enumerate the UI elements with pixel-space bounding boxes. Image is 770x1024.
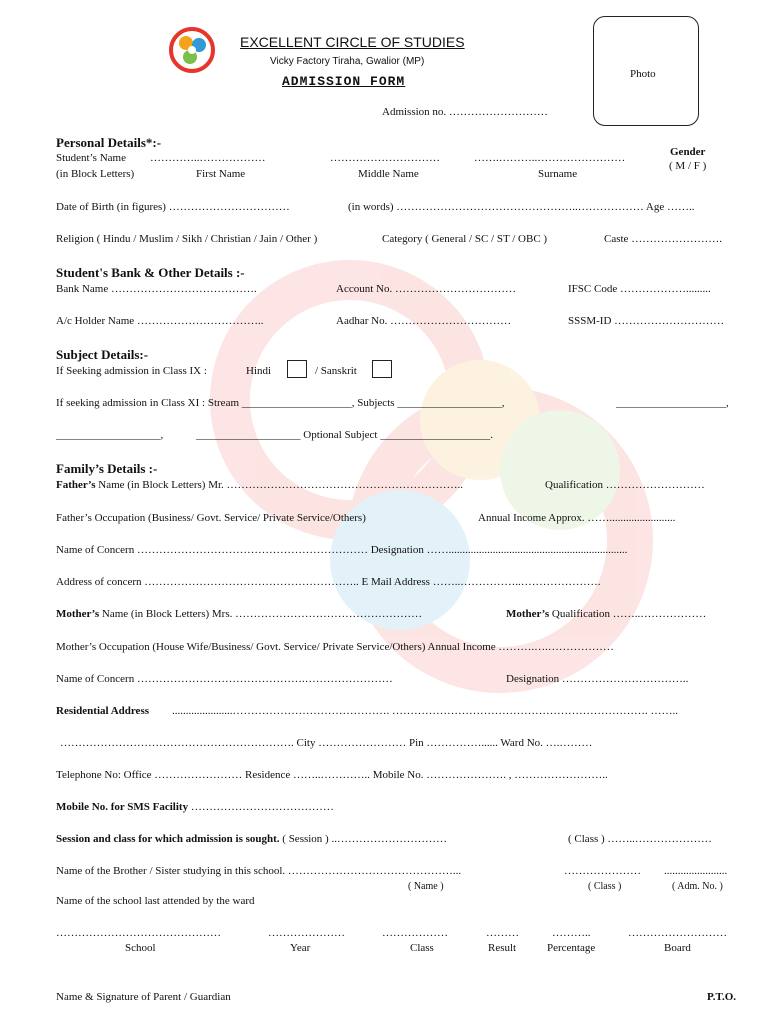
year-blank[interactable]: ………………… bbox=[268, 927, 345, 939]
sms-label: Mobile No. for SMS Facility bbox=[56, 801, 189, 813]
annual-income-field[interactable]: Annual Income Approx. ……........................ bbox=[478, 512, 676, 524]
signature-label: Name & Signature of Parent / Guardian bbox=[56, 991, 231, 1003]
residential-address-label: Residential Address bbox=[56, 705, 150, 717]
sanskrit-label: / Sanskrit bbox=[315, 365, 357, 377]
middle-name-caption: Middle Name bbox=[358, 168, 419, 180]
personal-details-heading: Personal Details*:- bbox=[56, 135, 162, 150]
block-letters-note: (in Block Letters) bbox=[56, 168, 135, 180]
sanskrit-checkbox[interactable] bbox=[372, 360, 392, 378]
father-name-field[interactable] bbox=[56, 479, 463, 491]
hindi-checkbox[interactable] bbox=[287, 360, 307, 378]
board-caption: Board bbox=[664, 942, 691, 954]
class11-field[interactable]: If seeking admission in Class XI : Stream ____________________, Subjects ___________________, bbox=[56, 397, 505, 409]
pto-label: P.T.O. bbox=[707, 991, 737, 1003]
hindi-label: Hindi bbox=[246, 365, 272, 377]
sibling-class-field[interactable]: ………………… bbox=[564, 865, 641, 877]
residential-address-field[interactable]: ......................……………………………………. ……………………………………………………………. …….. bbox=[172, 705, 678, 717]
sssm-id-field[interactable]: SSSM-ID ………………………… bbox=[568, 315, 725, 327]
photo-label: Photo bbox=[630, 68, 656, 80]
subject-blank[interactable]: ___________________, bbox=[56, 429, 164, 441]
mother-concern-field[interactable]: Name of Concern ……………………………………….…………………… bbox=[56, 673, 393, 685]
board-blank[interactable]: ……………………… bbox=[628, 927, 727, 939]
first-name-field[interactable]: …………..……………… bbox=[150, 152, 266, 164]
account-no-field[interactable]: Account No. …………………………… bbox=[336, 283, 516, 295]
surname-caption: Surname bbox=[538, 168, 578, 180]
caste-field[interactable]: Caste ……………………. bbox=[604, 233, 722, 245]
mother-label: Mother’s bbox=[56, 608, 100, 620]
family-details-heading: Family’s Details :- bbox=[56, 461, 158, 476]
class-sought-field[interactable]: ( Class ) ……..………………… bbox=[568, 833, 712, 845]
institute-logo bbox=[168, 26, 216, 74]
father-occupation-field[interactable]: Father’s Occupation (Business/ Govt. Service/ Private Service/Others) bbox=[56, 512, 366, 524]
sibling-adm-field[interactable]: ....................... bbox=[664, 865, 728, 877]
sibling-name-field[interactable]: Name of the Brother / Sister studying in this school. ………………………………………... bbox=[56, 865, 462, 877]
sibling-class-caption: ( Class ) bbox=[588, 881, 622, 892]
school-blank[interactable]: ……………………………………… bbox=[56, 927, 221, 939]
session-label: Session and class for which admission is sought. bbox=[56, 833, 280, 845]
percentage-blank[interactable]: ……….. bbox=[552, 927, 591, 939]
gender-options[interactable]: ( M / F ) bbox=[669, 160, 707, 172]
middle-name-field[interactable]: ………………………… bbox=[330, 152, 440, 164]
concern-address-field[interactable]: Address of concern ………………………………………………….. E Mail Address ……..……………..…………………. bbox=[56, 576, 601, 588]
school-caption: School bbox=[125, 942, 156, 954]
father-label: Father’s bbox=[56, 479, 96, 491]
sms-mobile-field[interactable] bbox=[56, 801, 334, 813]
institute-name: EXCELLENT CIRCLE OF STUDIES bbox=[240, 34, 465, 50]
sibling-adm-caption: ( Adm. No. ) bbox=[672, 881, 723, 892]
first-name-caption: First Name bbox=[196, 168, 246, 180]
mother-qualification-field[interactable] bbox=[506, 608, 706, 620]
mother-name-blank: Name (in Block Letters) Mrs. …………………………………………… bbox=[99, 608, 423, 620]
bank-name-field[interactable]: Bank Name …………………………………. bbox=[56, 283, 257, 295]
result-caption: Result bbox=[488, 942, 517, 954]
class-blank[interactable]: ……………… bbox=[382, 927, 448, 939]
bank-details-heading: Student's Bank & Other Details :- bbox=[56, 265, 245, 280]
session-field[interactable] bbox=[56, 833, 447, 845]
result-blank[interactable]: ……… bbox=[486, 927, 519, 939]
students-name-label: Student’s Name bbox=[56, 152, 126, 164]
mother-designation-field[interactable]: Designation …………………………….. bbox=[506, 673, 689, 685]
father-name-blank: Name (in Block Letters) Mr. ……………………………………………………….. bbox=[95, 479, 464, 491]
mother-name-field[interactable] bbox=[56, 608, 422, 620]
mother-occupation-field[interactable]: Mother’s Occupation (House Wife/Business/ Govt. Service/ Private Service/Others) Annual Income ……….….……………… bbox=[56, 641, 614, 653]
sms-blank: ………………………………… bbox=[188, 801, 334, 813]
dob-words-field[interactable]: (in words) …………………………………………..……………… Age …….. bbox=[348, 201, 695, 213]
last-school-label: Name of the school last attended by the ward bbox=[56, 895, 255, 907]
year-caption: Year bbox=[290, 942, 311, 954]
telephone-field[interactable]: Telephone No: Office …………………… Residence ……..………….. Mobile No. …………………. , …………………….. bbox=[56, 769, 608, 781]
subject-details-heading: Subject Details:- bbox=[56, 347, 149, 362]
percentage-caption: Percentage bbox=[547, 942, 596, 954]
class9-label: If Seeking admission in Class IX : bbox=[56, 365, 207, 377]
institute-address: Vicky Factory Tiraha, Gwalior (MP) bbox=[270, 56, 425, 67]
optional-subject-field[interactable]: ___________________ Optional Subject ____________________. bbox=[196, 429, 493, 441]
city-pin-ward-field[interactable]: ………………………………………………………. City …………………… Pin ……………...... Ward No. ….……… bbox=[60, 737, 593, 749]
aadhar-field[interactable]: Aadhar No. …………………………… bbox=[336, 315, 512, 327]
mother-qual-label: Mother’s bbox=[506, 608, 550, 620]
surname-field[interactable]: …….………..…………………… bbox=[474, 152, 626, 164]
form-title: ADMISSION FORM bbox=[282, 74, 406, 89]
sibling-name-caption: ( Name ) bbox=[408, 881, 444, 892]
father-qualification-field[interactable]: Qualification ……………………… bbox=[545, 479, 705, 491]
mother-qual-blank: Qualification ……..……………… bbox=[549, 608, 707, 620]
holder-name-field[interactable]: A/c Holder Name …………………………….. bbox=[56, 315, 264, 327]
concern-field[interactable]: Name of Concern ……………………………………………………… Designation ……................................................................. bbox=[56, 544, 628, 556]
religion-field[interactable]: Religion ( Hindu / Muslim / Sikh / Christian / Jain / Other ) bbox=[56, 233, 318, 245]
class11-subject-extra[interactable]: ____________________, bbox=[616, 397, 729, 409]
ifsc-field[interactable]: IFSC Code ………………......... bbox=[568, 283, 711, 295]
admission-no-field[interactable]: Admission no. ……………………… bbox=[382, 106, 548, 118]
class-caption: Class bbox=[410, 942, 434, 954]
dob-field[interactable]: Date of Birth (in figures) …………………………… bbox=[56, 201, 290, 213]
session-blank: ( Session ) ..………………………… bbox=[279, 833, 447, 845]
category-field[interactable]: Category ( General / SC / ST / OBC ) bbox=[382, 233, 548, 245]
gender-label: Gender bbox=[670, 146, 706, 158]
